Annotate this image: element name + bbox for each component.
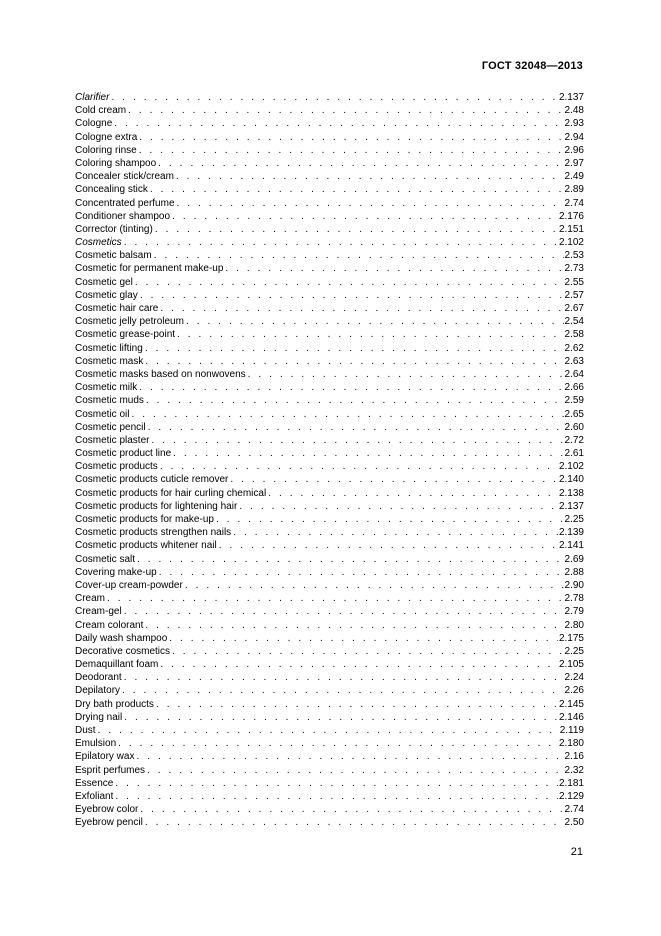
index-term: Cosmetic for permanent make-up [75, 263, 224, 275]
index-entry [75, 381, 584, 394]
index-reference: 2.137 [558, 92, 584, 103]
dot-leader [170, 645, 564, 658]
index-reference: 2.24 [564, 672, 584, 684]
dot-leader [112, 117, 563, 130]
index-reference: 2.88 [564, 566, 584, 578]
index-reference: 2.94 [564, 131, 584, 143]
index-reference: 2.176 [558, 210, 584, 222]
index-reference: 2.97 [564, 157, 584, 169]
index-entry [75, 342, 584, 355]
index-term: Cosmetic products cuticle remover [75, 474, 229, 486]
index-term: Cosmetic products for hair curling chemical [75, 487, 267, 499]
dot-leader [175, 197, 564, 210]
index-entry [75, 434, 584, 447]
index-reference: 2.58 [564, 329, 584, 341]
dot-leader [146, 421, 564, 434]
index-entry [75, 750, 584, 763]
index-term: Eyebrow pencil [75, 817, 143, 829]
index-entry [75, 223, 584, 236]
index-entry [75, 777, 584, 790]
index-reference: 2.54 [564, 316, 584, 328]
index-term: Cold cream [75, 105, 127, 117]
index-term: Cosmetic grease-point [75, 329, 176, 341]
dot-leader [133, 276, 564, 289]
index-term: Covering make-up [75, 566, 157, 578]
index-term: Cover-up cream-powder [75, 579, 183, 591]
index-term: Decorative cosmetics [75, 645, 171, 657]
index-term: Demaquillant foam [75, 659, 159, 671]
dot-leader [149, 434, 563, 447]
index-entry [75, 566, 584, 579]
index-entry [75, 579, 584, 592]
index-entry [75, 447, 584, 460]
dot-leader [122, 236, 558, 249]
index-term: Cream colorant [75, 619, 144, 631]
index-term: Cosmetic mask [75, 355, 144, 367]
index-term: Dust [75, 725, 96, 736]
index-term: Coloring rinse [75, 144, 137, 156]
alphabetical-index [75, 91, 584, 830]
dot-leader [183, 579, 564, 592]
index-entry [75, 368, 584, 381]
dot-leader [137, 144, 564, 157]
dot-leader [135, 553, 564, 566]
index-term: Conditioner shampoo [75, 210, 171, 222]
index-entry [75, 500, 584, 513]
index-reference: 2.50 [564, 817, 584, 829]
index-reference: 2.137 [558, 500, 584, 512]
index-entry [75, 724, 584, 737]
index-term: Clarifier [75, 92, 110, 103]
index-reference: 2.102 [558, 461, 584, 473]
index-reference: 2.129 [558, 790, 584, 802]
index-term: Cosmetic jelly petroleum [75, 316, 184, 328]
index-entry [75, 210, 584, 223]
dot-leader [122, 605, 564, 618]
index-term: Cosmetic pencil [75, 421, 146, 433]
index-term: Concealer stick/cream [75, 171, 174, 183]
index-entry [75, 816, 584, 829]
index-entry [75, 104, 584, 117]
dot-leader [237, 500, 558, 513]
index-term: Cream-gel [75, 606, 122, 618]
dot-leader [170, 210, 558, 223]
index-term: Daily wash shampoo [75, 632, 168, 644]
index-reference: 2.74 [564, 197, 584, 209]
dot-leader [144, 394, 564, 407]
dot-leader [148, 183, 564, 196]
dot-leader [96, 724, 559, 737]
index-reference: 2.66 [564, 382, 584, 394]
index-entry [75, 394, 584, 407]
index-term: Cosmetic lifting [75, 342, 143, 354]
index-term: Cosmetic masks based on nonwovens [75, 368, 246, 380]
dot-leader [266, 487, 558, 500]
index-entry [75, 632, 584, 645]
dot-leader [153, 223, 558, 236]
index-reference: 2.102 [558, 237, 584, 249]
index-term: Exfoliant [75, 790, 114, 802]
index-term: Cream [75, 593, 106, 605]
index-entry [75, 170, 584, 183]
index-term: Cosmetic product line [75, 448, 172, 460]
dot-leader [116, 737, 558, 750]
index-entry [75, 276, 584, 289]
index-entry [75, 289, 584, 302]
index-reference: 2.79 [564, 606, 584, 618]
index-term: Cosmetic glay [75, 289, 138, 301]
index-reference: 2.25 [564, 645, 584, 657]
index-reference: 2.181 [558, 777, 584, 789]
index-term: Cosmetic muds [75, 395, 144, 407]
index-reference: 2.61 [564, 448, 584, 460]
index-entry [75, 487, 584, 500]
dot-leader [217, 539, 558, 552]
index-reference: 2.175 [558, 632, 584, 644]
dot-leader [228, 473, 558, 486]
dot-leader [109, 91, 558, 104]
index-entry [75, 803, 584, 816]
dot-leader [175, 328, 563, 341]
index-reference: 2.26 [564, 685, 584, 697]
index-entry [75, 236, 584, 249]
index-entry [75, 711, 584, 724]
dot-leader [231, 526, 558, 539]
index-term: Eyebrow color [75, 804, 139, 816]
index-reference: 2.105 [558, 659, 584, 671]
index-entry [75, 764, 584, 777]
index-reference: 2.119 [559, 725, 584, 736]
dot-leader [113, 777, 558, 790]
index-reference: 2.180 [558, 738, 584, 750]
index-entry [75, 539, 584, 552]
index-term: Emulsion [75, 738, 117, 750]
index-term: Cosmetic gel [75, 276, 133, 288]
index-term: Cosmetic oil [75, 408, 130, 420]
index-term: Deodorant [75, 672, 122, 684]
index-reference: 2.151 [558, 223, 584, 235]
dot-leader [174, 170, 564, 183]
index-term: Essence [75, 777, 114, 789]
index-reference: 2.65 [564, 408, 584, 420]
dot-leader [246, 368, 564, 381]
dot-leader [158, 460, 558, 473]
index-entry [75, 605, 584, 618]
index-reference: 2.78 [564, 593, 584, 605]
standard-number: ГОСТ 32048—2013 [481, 60, 583, 72]
index-entry [75, 790, 584, 803]
index-entry [75, 645, 584, 658]
index-entry [75, 302, 584, 315]
index-term: Concentrated perfume [75, 197, 175, 209]
index-entry [75, 328, 584, 341]
index-entry [75, 183, 584, 196]
dot-leader [214, 513, 564, 526]
index-term: Concealing stick [75, 184, 148, 196]
index-reference: 2.62 [564, 342, 584, 354]
dot-leader [156, 157, 563, 170]
index-reference: 2.90 [564, 579, 584, 591]
index-term: Cosmetic hair care [75, 303, 159, 314]
index-entry [75, 737, 584, 750]
index-term: Cosmetic products for make-up [75, 514, 214, 525]
index-entry [75, 117, 584, 130]
index-entry [75, 473, 584, 486]
dot-leader [129, 408, 563, 421]
index-reference: 2.53 [564, 250, 584, 262]
index-term: Cosmetic milk [75, 382, 138, 394]
index-entry [75, 513, 584, 526]
dot-leader [223, 262, 563, 275]
index-reference: 2.138 [558, 487, 584, 499]
index-entry [75, 658, 584, 671]
dot-leader [152, 249, 564, 262]
index-entry [75, 144, 584, 157]
index-term: Cosmetic balsam [75, 250, 152, 262]
dot-leader [113, 790, 558, 803]
dot-leader [137, 381, 563, 394]
index-reference: 2.96 [564, 144, 584, 156]
index-term: Cologne [75, 118, 113, 130]
index-reference: 2.74 [564, 804, 584, 816]
index-reference: 2.73 [564, 263, 584, 275]
index-reference: 2.64 [564, 368, 584, 380]
index-entry [75, 671, 584, 684]
index-term: Dry bath products [75, 698, 154, 710]
index-reference: 2.139 [558, 527, 584, 539]
index-entry [75, 249, 584, 262]
dot-leader [154, 698, 558, 711]
index-entry [75, 684, 584, 697]
dot-leader [137, 131, 563, 144]
dot-leader [120, 684, 564, 697]
dot-leader [143, 619, 563, 632]
dot-leader [138, 803, 563, 816]
dot-leader [122, 711, 558, 724]
index-term: Cosmetic products whitener nail [75, 540, 217, 552]
dot-leader [143, 342, 564, 355]
index-reference: 2.89 [564, 184, 584, 196]
dot-leader [158, 658, 558, 671]
index-reference: 2.93 [564, 118, 584, 130]
index-entry [75, 131, 584, 144]
index-entry [75, 698, 584, 711]
index-term: Cosmetic plaster [75, 434, 150, 446]
dot-leader [184, 315, 564, 328]
index-reference: 2.140 [558, 474, 584, 486]
index-term: Esprit perfumes [75, 764, 146, 776]
index-entry [75, 553, 584, 566]
index-reference: 2.141 [558, 540, 584, 552]
dot-leader [122, 671, 564, 684]
index-entry [75, 619, 584, 632]
index-term: Cosmetic products [75, 461, 158, 473]
dot-leader [171, 447, 563, 460]
index-entry [75, 408, 584, 421]
index-reference: 2.146 [558, 711, 584, 723]
index-entry [75, 262, 584, 275]
index-term: Epilatory wax [75, 751, 135, 763]
dot-leader [157, 566, 564, 579]
index-term: Cosmetic products for lightening hair [75, 500, 238, 512]
page-number: 21 [570, 846, 583, 858]
index-term: Depilatory [75, 685, 121, 697]
index-entry [75, 421, 584, 434]
index-term: Cosmetics [75, 237, 122, 249]
index-entry [75, 526, 584, 539]
index-reference: 2.63 [564, 355, 584, 367]
index-reference: 2.80 [564, 619, 584, 631]
index-reference: 2.145 [558, 698, 584, 710]
dot-leader [143, 816, 564, 829]
index-term: Cosmetic products strengthen nails [75, 527, 232, 539]
index-reference: 2.55 [564, 276, 584, 288]
index-entry [75, 157, 584, 170]
document-header [482, 60, 583, 72]
index-reference: 2.25 [564, 514, 584, 525]
index-reference: 2.57 [564, 289, 584, 301]
index-entry [75, 592, 584, 605]
index-entry [75, 91, 584, 104]
index-term: Coloring shampoo [75, 157, 157, 169]
index-reference: 2.32 [564, 764, 584, 776]
index-reference: 2.49 [564, 171, 584, 183]
index-entry [75, 460, 584, 473]
index-reference: 2.72 [564, 434, 584, 446]
index-reference: 2.48 [564, 105, 584, 117]
index-term: Corrector (tinting) [75, 223, 153, 235]
index-term: Cosmetic salt [75, 553, 136, 565]
dot-leader [134, 750, 563, 763]
index-reference: 2.16 [564, 751, 584, 763]
dot-leader [158, 302, 563, 315]
index-entry [75, 197, 584, 210]
dot-leader [126, 104, 563, 117]
index-reference: 2.69 [564, 553, 584, 565]
dot-leader [105, 592, 564, 605]
dot-leader [143, 355, 563, 368]
index-reference: 2.67 [564, 303, 584, 314]
dot-leader [167, 632, 558, 645]
index-entry [75, 355, 584, 368]
index-reference: 2.60 [564, 421, 584, 433]
dot-leader [145, 764, 564, 777]
dot-leader [138, 289, 564, 302]
index-term: Cologne extra [75, 131, 138, 143]
index-term: Drying nail [75, 711, 123, 723]
index-entry [75, 315, 584, 328]
index-reference: 2.59 [564, 395, 584, 407]
